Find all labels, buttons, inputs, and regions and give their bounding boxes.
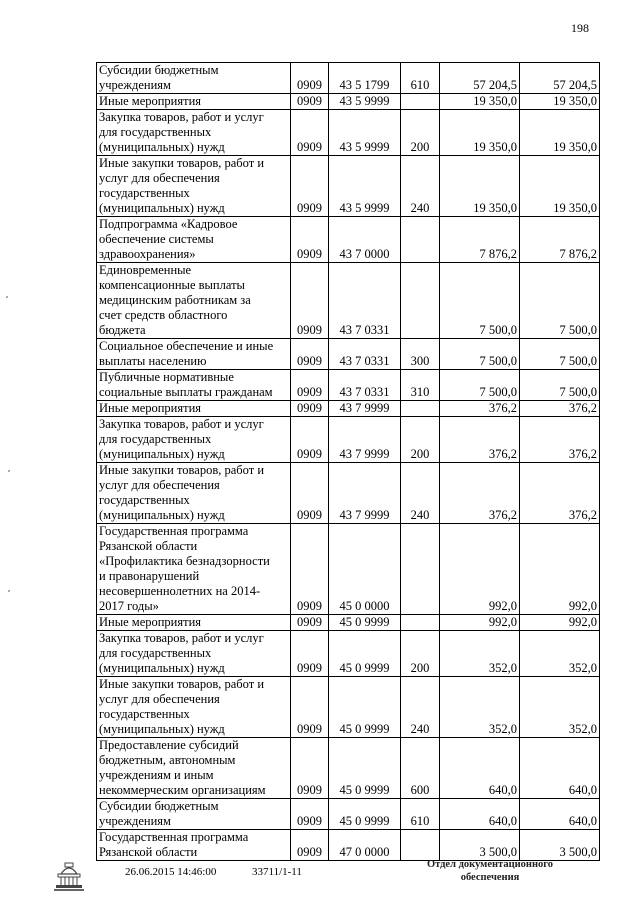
cell-code: 43 7 0000 — [329, 217, 401, 263]
table-row — [97, 156, 600, 217]
table-row — [97, 463, 600, 524]
cell-value-1: 19 350,0 — [440, 94, 520, 110]
cell-value-2: 640,0 — [520, 799, 600, 830]
cell-section: 0909 — [291, 463, 329, 524]
cell-section: 0909 — [291, 401, 329, 417]
cell-kvr: 600 — [401, 738, 440, 799]
cell-value-1: 352,0 — [440, 677, 520, 738]
cell-code: 43 5 9999 — [329, 94, 401, 110]
cell-name-line: Публичные нормативные — [99, 370, 234, 384]
cell-name — [97, 110, 291, 156]
cell-name-line: Закупка товаров, работ и услуг — [99, 417, 264, 431]
cell-value-2: 7 876,2 — [520, 217, 600, 263]
cell-code: 45 0 9999 — [329, 677, 401, 738]
cell-value-2: 3 500,0 — [520, 830, 600, 861]
cell-name-line: учреждениям и иным — [99, 768, 214, 782]
cell-kvr — [401, 263, 440, 339]
cell-name — [97, 217, 291, 263]
cell-kvr: 200 — [401, 631, 440, 677]
cell-section: 0909 — [291, 370, 329, 401]
cell-value-1: 352,0 — [440, 631, 520, 677]
table-row — [97, 63, 600, 94]
cell-value-1: 7 500,0 — [440, 370, 520, 401]
cell-kvr: 240 — [401, 156, 440, 217]
footer-stamp-line1: Отдел документационного — [426, 859, 554, 870]
cell-section: 0909 — [291, 217, 329, 263]
table-row — [97, 631, 600, 677]
cell-value-1: 19 350,0 — [440, 156, 520, 217]
table-row — [97, 738, 600, 799]
footer-doc-number: 33711/1-11 — [252, 866, 302, 878]
cell-name-line: государственных — [99, 493, 190, 507]
table-row — [97, 370, 600, 401]
cell-kvr: 610 — [401, 799, 440, 830]
cell-value-1: 3 500,0 — [440, 830, 520, 861]
cell-name-line: Государственная программа — [99, 830, 249, 844]
cell-value-1: 376,2 — [440, 401, 520, 417]
cell-value-1: 640,0 — [440, 738, 520, 799]
table-row — [97, 401, 600, 417]
cell-name-line: несовершеннолетних на 2014- — [99, 584, 261, 598]
cell-section: 0909 — [291, 830, 329, 861]
cell-section: 0909 — [291, 799, 329, 830]
cell-name — [97, 94, 291, 110]
table-row — [97, 524, 600, 615]
cell-value-2: 19 350,0 — [520, 110, 600, 156]
cell-section: 0909 — [291, 263, 329, 339]
cell-kvr — [401, 615, 440, 631]
footer-stamp-line2: обеспечения — [460, 872, 520, 883]
cell-code: 45 0 9999 — [329, 631, 401, 677]
duma-emblem-icon — [52, 858, 86, 892]
cell-name-line: «Профилактика безнадзорности — [99, 554, 270, 568]
cell-name-line: (муниципальных) нужд — [99, 722, 225, 736]
cell-name-line: выплаты населению — [99, 354, 207, 368]
cell-value-2: 57 204,5 — [520, 63, 600, 94]
cell-value-2: 992,0 — [520, 524, 600, 615]
table-row — [97, 110, 600, 156]
cell-name-line: обеспечение системы — [99, 232, 214, 246]
cell-code: 45 0 0000 — [329, 524, 401, 615]
cell-section: 0909 — [291, 339, 329, 370]
cell-value-2: 376,2 — [520, 463, 600, 524]
cell-name — [97, 263, 291, 339]
cell-name-line: и правонарушений — [99, 569, 200, 583]
cell-section: 0909 — [291, 738, 329, 799]
cell-section: 0909 — [291, 417, 329, 463]
cell-name-line: Субсидии бюджетным — [99, 63, 219, 77]
cell-name-line: Социальное обеспечение и иные — [99, 339, 274, 353]
cell-name-line: медицинским работникам за — [99, 293, 251, 307]
cell-value-2: 992,0 — [520, 615, 600, 631]
cell-section: 0909 — [291, 524, 329, 615]
cell-section: 0909 — [291, 677, 329, 738]
cell-name-line: для государственных — [99, 432, 212, 446]
cell-name-line: Закупка товаров, работ и услуг — [99, 110, 264, 124]
table-row — [97, 830, 600, 861]
cell-name — [97, 738, 291, 799]
cell-name-line: социальные выплаты гражданам — [99, 385, 273, 399]
cell-value-1: 376,2 — [440, 463, 520, 524]
table-body — [97, 63, 600, 861]
cell-name-line: государственных — [99, 707, 190, 721]
cell-value-1: 7 500,0 — [440, 339, 520, 370]
cell-value-2: 19 350,0 — [520, 156, 600, 217]
cell-code: 43 7 9999 — [329, 463, 401, 524]
cell-code: 45 0 9999 — [329, 615, 401, 631]
cell-name-line: (муниципальных) нужд — [99, 447, 225, 461]
cell-name-line: Иные закупки товаров, работ и — [99, 677, 265, 691]
cell-section: 0909 — [291, 63, 329, 94]
table-row — [97, 94, 600, 110]
cell-kvr — [401, 94, 440, 110]
cell-value-1: 640,0 — [440, 799, 520, 830]
cell-name-line: (муниципальных) нужд — [99, 508, 225, 522]
cell-name — [97, 417, 291, 463]
cell-value-2: 376,2 — [520, 401, 600, 417]
cell-section: 0909 — [291, 631, 329, 677]
cell-name — [97, 156, 291, 217]
cell-name-line: компенсационные выплаты — [99, 278, 245, 292]
table-row — [97, 677, 600, 738]
cell-name-line: счет средств областного — [99, 308, 228, 322]
cell-value-2: 19 350,0 — [520, 94, 600, 110]
cell-section: 0909 — [291, 615, 329, 631]
cell-kvr: 240 — [401, 463, 440, 524]
cell-code: 43 7 9999 — [329, 417, 401, 463]
cell-name-line: Субсидии бюджетным — [99, 799, 219, 813]
cell-name-line: Рязанской области — [99, 845, 198, 859]
cell-name-line: учреждениям — [99, 814, 171, 828]
footer-datetime: 26.06.2015 14:46:00 — [125, 866, 217, 878]
scan-speck — [8, 470, 10, 472]
cell-kvr: 310 — [401, 370, 440, 401]
cell-value-1: 992,0 — [440, 524, 520, 615]
cell-name-line: Единовременные — [99, 263, 192, 277]
cell-name-line: некоммерческим организациям — [99, 783, 266, 797]
cell-value-2: 376,2 — [520, 417, 600, 463]
cell-code: 43 7 9999 — [329, 401, 401, 417]
cell-name-line: услуг для обеспечения — [99, 171, 220, 185]
cell-value-1: 7 876,2 — [440, 217, 520, 263]
cell-value-2: 352,0 — [520, 677, 600, 738]
table-row — [97, 799, 600, 830]
cell-code: 43 7 0331 — [329, 370, 401, 401]
cell-value-2: 352,0 — [520, 631, 600, 677]
cell-code: 43 7 0331 — [329, 263, 401, 339]
cell-code: 45 0 9999 — [329, 799, 401, 830]
cell-name-line: 2017 годы» — [99, 599, 159, 613]
cell-code: 43 7 0331 — [329, 339, 401, 370]
cell-code: 43 5 9999 — [329, 156, 401, 217]
cell-kvr: 200 — [401, 417, 440, 463]
budget-table — [96, 62, 600, 861]
cell-name-line: Иные мероприятия — [99, 94, 202, 108]
cell-kvr — [401, 830, 440, 861]
cell-kvr — [401, 217, 440, 263]
cell-name-line: (муниципальных) нужд — [99, 140, 225, 154]
cell-name-line: услуг для обеспечения — [99, 478, 220, 492]
cell-name — [97, 677, 291, 738]
table-row — [97, 263, 600, 339]
cell-code: 43 5 1799 — [329, 63, 401, 94]
cell-name — [97, 615, 291, 631]
cell-name-line: (муниципальных) нужд — [99, 201, 225, 215]
cell-name-line: услуг для обеспечения — [99, 692, 220, 706]
cell-name-line: Рязанской области — [99, 539, 198, 553]
cell-value-2: 640,0 — [520, 738, 600, 799]
cell-kvr — [401, 524, 440, 615]
cell-name-line: Предоставление субсидий — [99, 738, 239, 752]
cell-name-line: Подпрограмма «Кадровое — [99, 217, 238, 231]
table-row — [97, 339, 600, 370]
cell-kvr: 200 — [401, 110, 440, 156]
cell-name-line: государственных — [99, 186, 190, 200]
cell-name — [97, 401, 291, 417]
scan-speck — [8, 590, 10, 592]
table-row — [97, 417, 600, 463]
cell-code: 47 0 0000 — [329, 830, 401, 861]
cell-value-1: 7 500,0 — [440, 263, 520, 339]
cell-name-line: бюджета — [99, 323, 146, 337]
table-row — [97, 615, 600, 631]
page-number: 198 — [571, 21, 589, 35]
cell-name — [97, 799, 291, 830]
cell-name-line: для государственных — [99, 646, 212, 660]
cell-kvr: 610 — [401, 63, 440, 94]
cell-name-line: Государственная программа — [99, 524, 249, 538]
cell-value-1: 992,0 — [440, 615, 520, 631]
cell-value-1: 57 204,5 — [440, 63, 520, 94]
cell-name — [97, 830, 291, 861]
table-row — [97, 217, 600, 263]
cell-name-line: Иные мероприятия — [99, 401, 202, 415]
cell-value-2: 7 500,0 — [520, 339, 600, 370]
cell-value-2: 7 500,0 — [520, 370, 600, 401]
cell-name-line: здравоохранения» — [99, 247, 196, 261]
cell-name — [97, 63, 291, 94]
cell-section: 0909 — [291, 110, 329, 156]
cell-code: 45 0 9999 — [329, 738, 401, 799]
cell-kvr: 240 — [401, 677, 440, 738]
cell-name — [97, 463, 291, 524]
cell-value-2: 7 500,0 — [520, 263, 600, 339]
cell-name-line: (муниципальных) нужд — [99, 661, 225, 675]
cell-name-line: Иные закупки товаров, работ и — [99, 463, 265, 477]
cell-kvr — [401, 401, 440, 417]
cell-section: 0909 — [291, 156, 329, 217]
cell-name-line: Иные закупки товаров, работ и — [99, 156, 265, 170]
cell-value-1: 19 350,0 — [440, 110, 520, 156]
cell-kvr: 300 — [401, 339, 440, 370]
cell-name-line: Иные мероприятия — [99, 615, 202, 629]
scan-speck — [6, 296, 8, 298]
cell-name — [97, 631, 291, 677]
cell-name — [97, 339, 291, 370]
cell-name-line: учреждениям — [99, 78, 171, 92]
cell-value-1: 376,2 — [440, 417, 520, 463]
cell-name-line: для государственных — [99, 125, 212, 139]
cell-section: 0909 — [291, 94, 329, 110]
footer-stamp — [420, 858, 560, 884]
cell-name — [97, 524, 291, 615]
cell-name-line: бюджетным, автономным — [99, 753, 236, 767]
cell-code: 43 5 9999 — [329, 110, 401, 156]
cell-name — [97, 370, 291, 401]
cell-name-line: Закупка товаров, работ и услуг — [99, 631, 264, 645]
